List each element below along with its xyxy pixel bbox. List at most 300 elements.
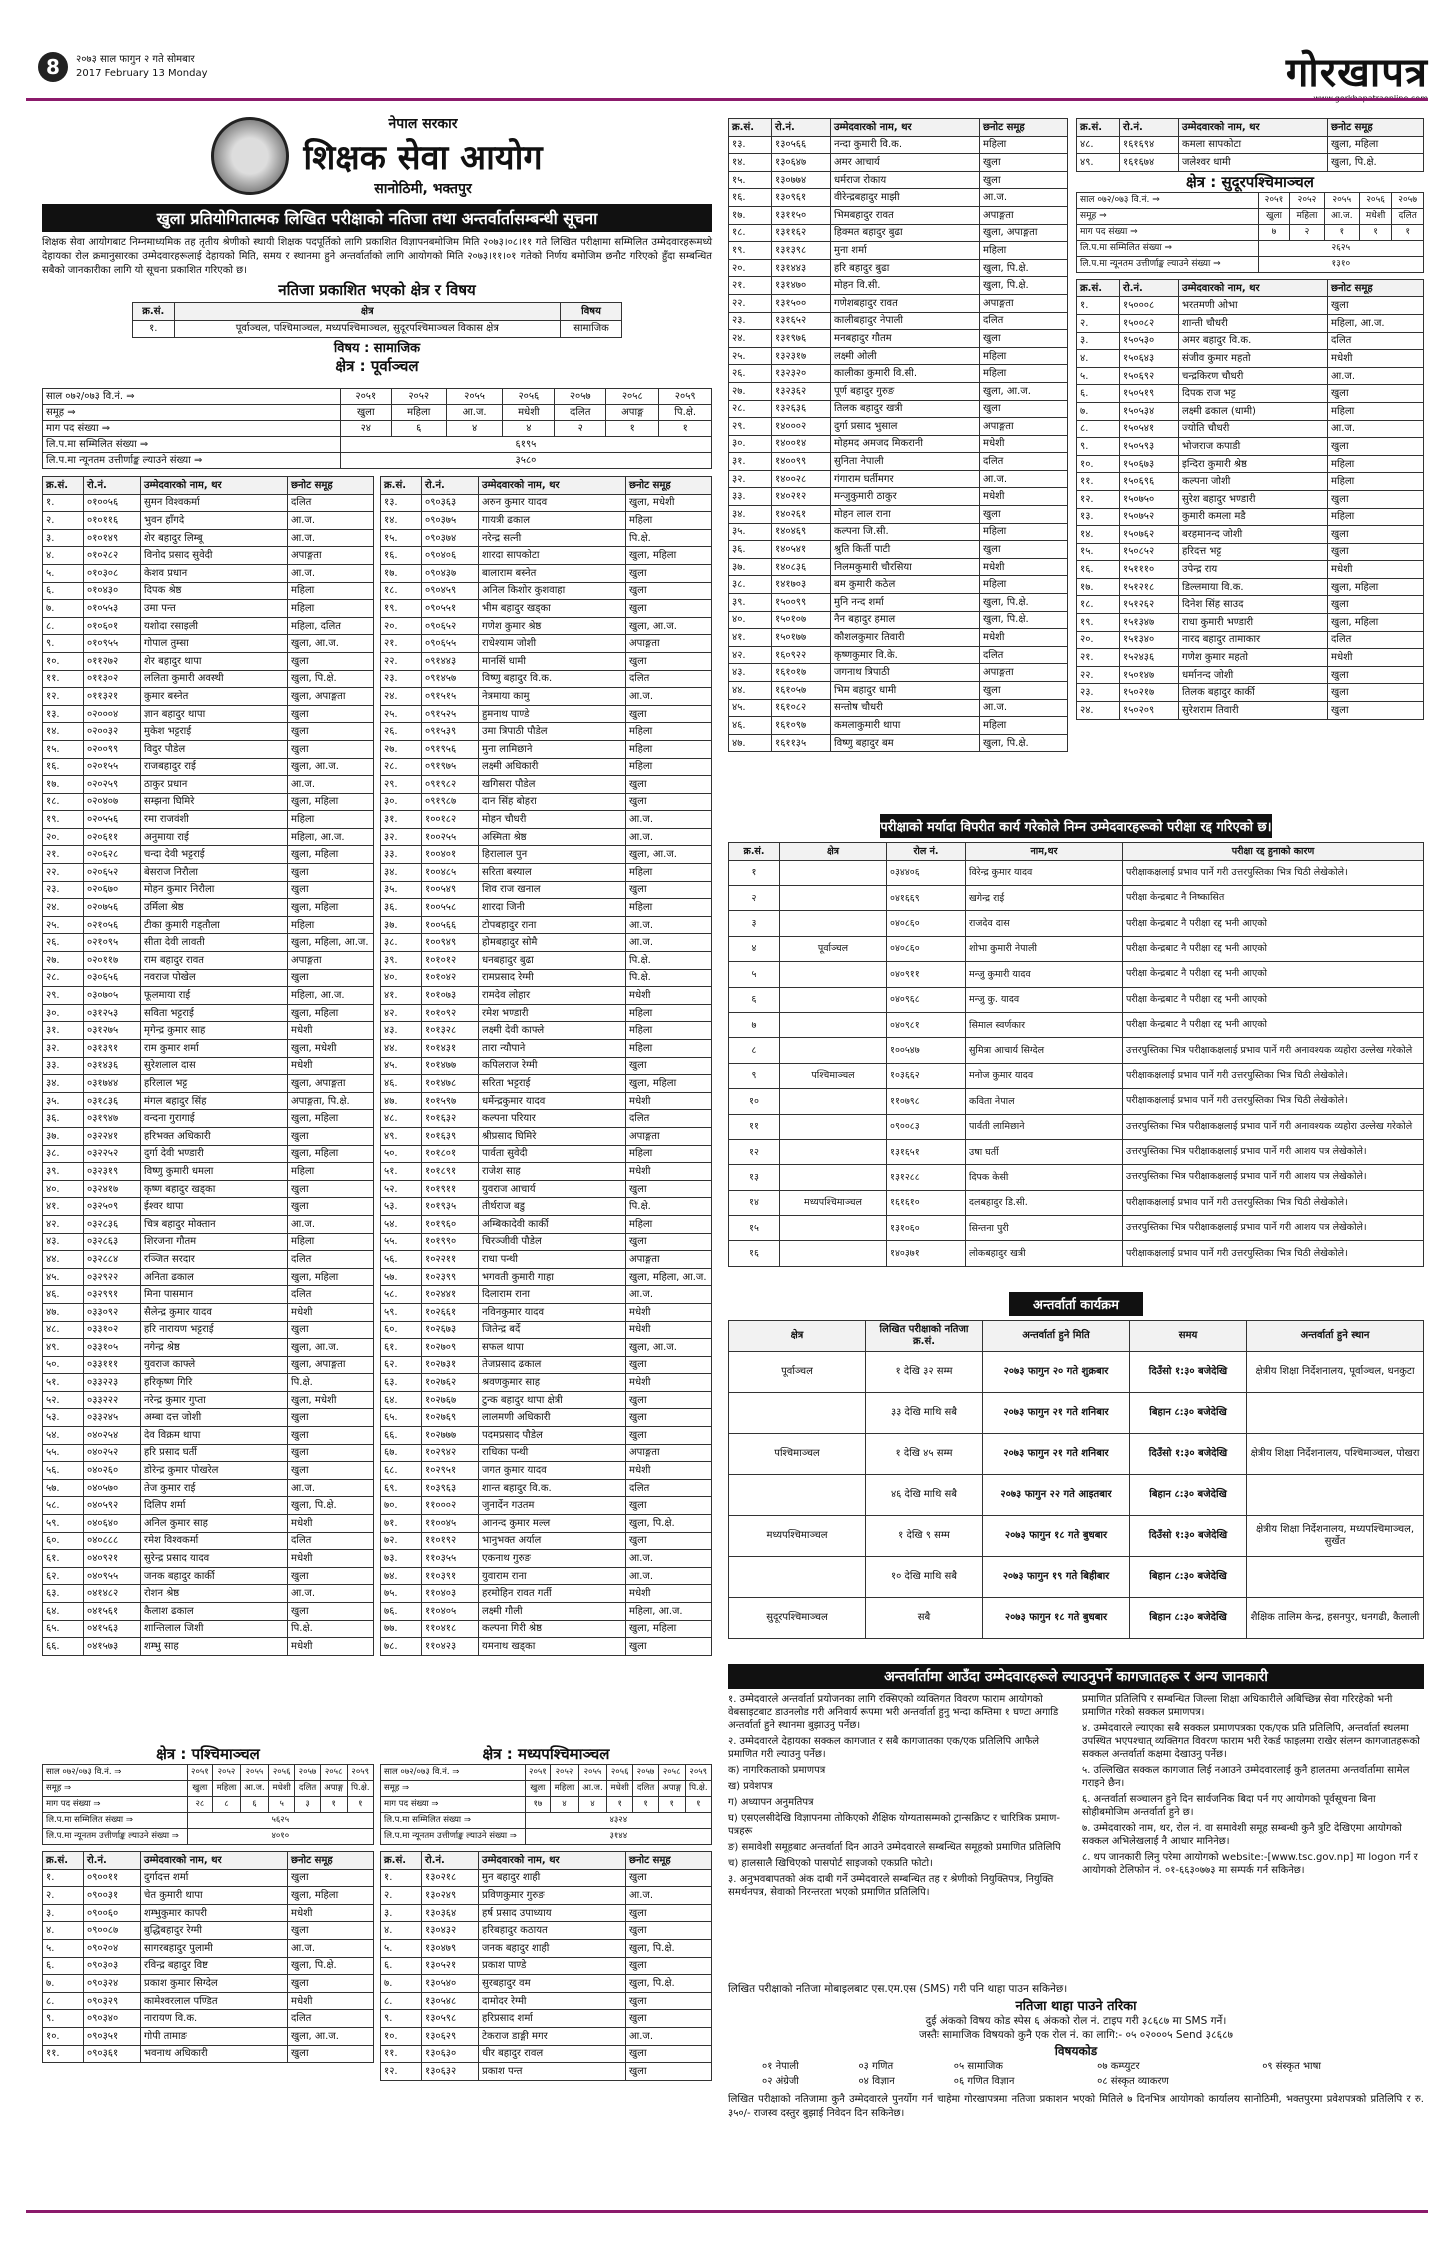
name-cell: नरेन्द्र सत्नी [479, 529, 626, 547]
roll-cell: ०४०८६० [887, 936, 966, 961]
serial-cell: ४५. [729, 699, 772, 717]
name-cell: सैलेन्द्र कुमार यादव [141, 1303, 288, 1321]
serial-cell: २९. [381, 776, 422, 794]
doc-item: घ) एसएलसीदेखि विज्ञापनमा तोकिएको शैक्षिक योग्यतासम्मको ट्रान्सक्रिप्ट र चारित्रिक प्रमाण-पत्रहरू [728, 1813, 1060, 1837]
roll-cell: ११०४०५ [422, 1603, 479, 1621]
roll-cell: १६१६७४ [1120, 154, 1179, 172]
name-cell: दिलिप शर्मा [141, 1497, 288, 1515]
group-cell: महिला [626, 1022, 712, 1040]
roll-cell: १५१२१८ [1120, 578, 1179, 596]
roll-cell: १०२९५१ [422, 1462, 479, 1480]
name-cell: रामदेव लोहार [479, 987, 626, 1005]
area-cell: सुदूरपश्चिमाञ्चल [729, 1598, 866, 1639]
serial-cell: ११. [43, 670, 84, 688]
roll-cell: १६०९२२ [772, 646, 831, 664]
table-row [43, 1638, 374, 1656]
table-row [381, 1092, 712, 1110]
stats-value: खुला [525, 1781, 551, 1797]
group-cell: मधेशी [1328, 350, 1424, 368]
table-row [1077, 473, 1424, 491]
serial-cell: १२. [1077, 490, 1120, 508]
name-cell: तिलक बहादुर खत्री [831, 400, 980, 418]
name-cell: मनोज कुमार यादव [966, 1063, 1123, 1088]
name-cell: हर्ष प्रसाद उपाध्याय [479, 1904, 626, 1922]
table-row [1077, 702, 1424, 720]
roll-cell: १५०२१७ [1120, 684, 1179, 702]
roll-cell: ०९०३६१ [84, 2045, 141, 2063]
name-cell: भिमबहादुर रावत [831, 206, 980, 224]
stats-value: पि.क्षे. [347, 1781, 373, 1797]
name-cell: रमेश विश्वकर्मा [141, 1532, 288, 1550]
serial-cell: १६. [43, 758, 84, 776]
serial-cell: ७१. [381, 1515, 422, 1533]
roll-cell: ०३३२२३ [84, 1374, 141, 1392]
roll-cell: १००५४९ [422, 881, 479, 899]
serial-cell: १२. [43, 688, 84, 706]
table-row [729, 1241, 1424, 1266]
group-cell: आ.ज. [288, 776, 374, 794]
name-cell: एकनाथ गुरुङ [479, 1550, 626, 1568]
sudur-title: क्षेत्र : सुदूरपश्चिमाञ्चल [1186, 172, 1314, 191]
stats-value: २०५६ [607, 1765, 633, 1781]
table-row [381, 1145, 712, 1163]
table-row [381, 2063, 712, 2081]
serial-cell: ४०. [729, 611, 772, 629]
serial-cell: ५५. [381, 1233, 422, 1251]
serial-cell: ४४. [43, 1251, 84, 1269]
name-cell: बरहमानन्द जोशी [1179, 526, 1328, 544]
name-cell: कालीबहादुर नेपाली [831, 312, 980, 330]
stats-value: मधेशी [607, 1781, 633, 1797]
name-cell: ईश्वर थापा [141, 1198, 288, 1216]
serial-cell: ३८. [43, 1145, 84, 1163]
roll-cell: ०२०२५९ [84, 776, 141, 794]
table-row [729, 558, 1068, 576]
table-row [43, 1462, 374, 1480]
bottom-rule [26, 2210, 1428, 2213]
table-row [729, 382, 1068, 400]
roll-cell: ०४०२५२ [84, 1444, 141, 1462]
name-cell: सुरेश बहादुर भण्डारी [1179, 490, 1328, 508]
stats-value: ६ [391, 421, 446, 437]
table-row [381, 1004, 712, 1022]
group-cell: खुला [288, 652, 374, 670]
table-row [1077, 367, 1424, 385]
serial-cell: ३०. [729, 435, 772, 453]
stats-value: अपाङ्ग [658, 1781, 685, 1797]
stats-value: २०५९ [659, 389, 712, 405]
date-english: 2017 February 13 Monday [76, 68, 208, 79]
serial-cell: ४ [729, 936, 780, 961]
roll-cell: ०३१७४४ [84, 1075, 141, 1093]
serial-cell: ४६. [729, 717, 772, 735]
name-cell: सुरेन्द्र प्रसाद यादव [141, 1550, 288, 1568]
sudur-block [1076, 118, 1424, 720]
group-cell: खुला [288, 1180, 374, 1198]
group-cell: खुला [626, 2063, 712, 2081]
table-row [1077, 578, 1424, 596]
group-cell: दलित [288, 494, 374, 512]
roll-cell: १६१६१० [887, 1190, 966, 1215]
group-cell: खुला, पि.क्षे. [1328, 154, 1424, 172]
group-cell: खुला [1328, 666, 1424, 684]
stats-value: महिला [391, 405, 446, 421]
table-row [1077, 596, 1424, 614]
serial-cell: ८. [43, 1992, 84, 2010]
group-cell: खुला [980, 682, 1068, 700]
serial-cell: ३ [729, 911, 780, 936]
table-row [43, 1427, 374, 1445]
table-row [43, 1975, 374, 1993]
group-cell: मधेशी [288, 1057, 374, 1075]
table-row [43, 846, 374, 864]
stats-value: २६२५ [1258, 240, 1423, 256]
table-row [381, 969, 712, 987]
serial-cell: ४३. [729, 664, 772, 682]
stats-value: दलित [295, 1781, 321, 1797]
stats-minpass-row [1077, 256, 1424, 272]
stats-groups-row [43, 405, 712, 421]
range-cell: १० देखि माथि सबै [866, 1557, 983, 1598]
table-row [381, 1321, 712, 1339]
table-row [729, 1012, 1424, 1037]
serial-cell: ६. [1077, 385, 1120, 403]
table-row [43, 529, 374, 547]
table-row [381, 1975, 712, 1993]
serial-cell: ७५. [381, 1585, 422, 1603]
stats-value: १ [320, 1797, 347, 1813]
serial-cell: १८. [729, 224, 772, 242]
name-cell: लक्ष्मी ओली [831, 347, 980, 365]
roll-cell: १६११३५ [772, 734, 831, 752]
roll-cell: १३११६२ [772, 224, 831, 242]
group-cell: खुला, महिला [1328, 614, 1424, 632]
column-header: क्र.सं. [729, 119, 772, 137]
table-row [729, 365, 1068, 383]
serial-cell: १७. [43, 776, 84, 794]
table-row [381, 916, 712, 934]
group-cell: दलित [626, 1110, 712, 1128]
table-row [381, 899, 712, 917]
group-cell: खुला, आ.ज. [626, 1339, 712, 1357]
area-cell [780, 1038, 887, 1063]
stats-value: ३५८० [340, 453, 711, 469]
roll-cell: ०४१४८२ [84, 1585, 141, 1603]
table-row [43, 1145, 374, 1163]
roll-cell: १५०६७३ [1120, 455, 1179, 473]
serial-cell: १३. [729, 136, 772, 154]
group-cell: खुला [626, 1233, 712, 1251]
roll-cell: ०४०८६० [887, 911, 966, 936]
group-cell: खुला, मधेशी [288, 1040, 374, 1058]
roll-cell: ०४०९११ [887, 962, 966, 987]
stats-value: महिला [551, 1781, 579, 1797]
table-row [381, 529, 712, 547]
roll-cell: १०१४३१ [422, 1040, 479, 1058]
group-cell: खुला [626, 1638, 712, 1656]
serial-cell: ४. [43, 547, 84, 565]
serial-cell: ५. [381, 1939, 422, 1957]
group-cell: खुला [288, 1603, 374, 1621]
table-row [43, 934, 374, 952]
serial-cell: ३३. [43, 1057, 84, 1075]
table-row [729, 699, 1068, 717]
stats-value: दलित [1392, 208, 1424, 224]
name-cell: जनक बहादुर कार्की [141, 1567, 288, 1585]
roll-cell: ०९१५२५ [422, 705, 479, 723]
name-cell: विनोद प्रसाद सुवेदी [141, 547, 288, 565]
table-row [729, 1114, 1424, 1139]
area-cell [780, 962, 887, 987]
date-cell: २०७३ फागुन २१ गते शनिबार [983, 1434, 1130, 1475]
roll-cell: १४०८३६ [772, 558, 831, 576]
column-header: रो.नं. [1120, 279, 1179, 297]
roll-cell: १३०५६६ [772, 136, 831, 154]
table-row [729, 1190, 1424, 1215]
roll-cell: १०१०४२ [422, 969, 479, 987]
roll-cell: १५०१०७ [772, 611, 831, 629]
group-cell: खुला [626, 1532, 712, 1550]
roll-cell: १०३९६३ [422, 1479, 479, 1497]
section-title: नतिजा प्रकाशित भएको क्षेत्र र विषय [278, 281, 476, 299]
stats-value: १ [1324, 224, 1359, 240]
subject-code: ०३ गणित [858, 2061, 894, 2072]
name-cell: अनिता ढकाल [141, 1268, 288, 1286]
cancelled-header: क्र.सं. [729, 843, 780, 861]
table-row [43, 652, 374, 670]
table-row [43, 1356, 374, 1374]
roll-cell: १५०७६२ [1120, 526, 1179, 544]
group-cell: दलित [1328, 332, 1424, 350]
roll-cell: १५००८२ [1120, 314, 1179, 332]
name-cell: मिना पासमान [141, 1286, 288, 1304]
docs-block [728, 1664, 1424, 1902]
name-cell: कृष्णकुमार वि.के. [831, 646, 980, 664]
roll-cell: १००२५५ [422, 828, 479, 846]
serial-cell: २८. [729, 400, 772, 418]
table-row [729, 734, 1068, 752]
reason-cell: परीक्षा केन्द्रबाट नै परीक्षा रद्द भनी आएको [1123, 987, 1424, 1012]
name-cell: सन्तोष चौधरी [831, 699, 980, 717]
serial-cell: १२ [729, 1139, 780, 1164]
table-row [43, 1904, 374, 1922]
group-cell: खुला, महिला [1328, 578, 1424, 596]
roll-cell: १५०६९६ [1120, 473, 1179, 491]
group-cell: खुला [288, 1462, 374, 1480]
serial-cell: २६. [729, 365, 772, 383]
reason-cell: उत्तरपुस्तिका भित्र परीक्षाकक्षलाई प्रभाव पार्ने गरी आशय पत्र लेखेकोले। [1123, 1165, 1424, 1190]
serial-cell: ३२. [381, 828, 422, 846]
group-cell: खुला [288, 740, 374, 758]
table-row [729, 418, 1068, 436]
name-cell: केशव प्रधान [141, 564, 288, 582]
table-row [729, 347, 1068, 365]
stats-value: आ.ज. [240, 1781, 268, 1797]
roll-cell: १४००२८ [772, 470, 831, 488]
serial-cell: ३९. [381, 952, 422, 970]
roll-cell: १०१३२८ [422, 1022, 479, 1040]
serial-cell: ७. [1077, 402, 1120, 420]
stats-label: समूह ⇒ [43, 1781, 188, 1797]
group-cell: खुला [626, 2010, 712, 2028]
table-row [43, 1057, 374, 1075]
group-cell: खुला, महिला [288, 846, 374, 864]
group-cell: खुला [288, 1427, 374, 1445]
serial-cell: १० [729, 1089, 780, 1114]
serial-cell: ७७. [381, 1620, 422, 1638]
name-cell: कुमारी कमला मडै [1179, 508, 1328, 526]
table-row [381, 1585, 712, 1603]
stats-value: २०५७ [1392, 192, 1424, 208]
table-row [43, 1127, 374, 1145]
roll-cell: १३०५४० [422, 1975, 479, 1993]
table-row [43, 1339, 374, 1357]
roll-cell: ०२०१५५ [84, 758, 141, 776]
table-row [43, 1268, 374, 1286]
group-cell: आ.ज. [288, 564, 374, 582]
table-row [381, 952, 712, 970]
area-col-sn: क्र.सं. [133, 303, 175, 321]
serial-cell: १९. [729, 242, 772, 260]
group-cell: मधेशी [288, 1638, 374, 1656]
roll-cell: ०४१५७३ [84, 1638, 141, 1656]
stats-value: ४ [578, 1797, 606, 1813]
serial-cell: १६. [381, 547, 422, 565]
group-cell: आ.ज. [626, 811, 712, 829]
serial-cell: ४७. [381, 1092, 422, 1110]
roll-cell: १०१८०१ [422, 1145, 479, 1163]
serial-cell: १७. [381, 564, 422, 582]
table-row [381, 811, 712, 829]
name-cell: शिरजना गौतम [141, 1233, 288, 1251]
name-cell: लक्ष्मी गौली [479, 1603, 626, 1621]
serial-cell: ३५. [729, 523, 772, 541]
serial-cell: ७. [381, 1975, 422, 1993]
group-cell: खुला [288, 881, 374, 899]
column-header: उम्मेदवारको नाम, थर [141, 1852, 288, 1870]
serial-cell: १०. [381, 2027, 422, 2045]
table-row [381, 846, 712, 864]
stats-value: १ [658, 1797, 685, 1813]
roll-cell: १०३६६२ [887, 1063, 966, 1088]
name-cell: कमला सापकोटा [1179, 136, 1328, 154]
roll-cell: ०९१९७५ [422, 758, 479, 776]
name-cell: दामोदर रेग्मी [479, 1992, 626, 2010]
stats-value: महिला [1290, 208, 1324, 224]
serial-cell: ६३. [381, 1374, 422, 1392]
stats-value: ४ [551, 1797, 579, 1813]
name-cell: राधिका पन्थी [479, 1444, 626, 1462]
roll-cell: १६१०८२ [772, 699, 831, 717]
table-row [43, 547, 374, 565]
purwanchal-stats [42, 388, 712, 469]
group-cell: महिला, दलित [288, 617, 374, 635]
group-cell: अपाङ्गता [980, 664, 1068, 682]
roll-cell: ०९००८३ [887, 1114, 966, 1139]
table-row [381, 1444, 712, 1462]
table-row [381, 1022, 712, 1040]
serial-cell: ९. [43, 2010, 84, 2028]
group-cell: मधेशी [626, 1163, 712, 1181]
table-row [381, 1251, 712, 1269]
group-cell: खुला, महिला [288, 1004, 374, 1022]
stats-value: ४०१० [187, 1829, 373, 1845]
roll-cell: १३०७७४ [772, 171, 831, 189]
serial-cell: ४२. [381, 1004, 422, 1022]
table-row [381, 1040, 712, 1058]
name-cell: धर्मराज रोकाय [831, 171, 980, 189]
group-cell: खुला, आ.ज. [626, 846, 712, 864]
roll-cell: ०४०९६८ [887, 987, 966, 1012]
serial-cell: ८. [381, 1992, 422, 2010]
roll-cell: १३०६२९ [422, 2027, 479, 2045]
name-cell: मृगेन्द्र कुमार साह [141, 1022, 288, 1040]
stats-label: लि.प.मा सम्मिलित संख्या ⇒ [381, 1813, 526, 1829]
reason-cell: परीक्षाकक्षलाई प्रभाव पार्ने गरी उत्तरपुस्तिका भित्र चिठी लेखेकोले। [1123, 1241, 1424, 1266]
doc-item: ६. अन्तर्वार्ता सञ्चालन हुने दिन सार्वजनिक बिदा पर्न गए आयोगको पूर्वसूचना बिना सोहीबमोजिम अन्तर्वार्ता हुने छ। [1082, 1794, 1376, 1818]
table-row [43, 1233, 374, 1251]
serial-cell: ५०. [381, 1145, 422, 1163]
serial-cell: ४८. [1077, 136, 1120, 154]
date-cell: २०७३ फागुन १९ गते बिहीबार [983, 1557, 1130, 1598]
roll-cell: ०३१९४७ [84, 1110, 141, 1128]
roll-cell: ०३३१०२ [84, 1321, 141, 1339]
table-row [381, 1922, 712, 1940]
group-cell: खुला [288, 2045, 374, 2063]
roll-cell: ०२१०५६ [84, 916, 141, 934]
group-cell: खुला, पि.क्षे. [980, 277, 1068, 295]
serial-cell: ४. [1077, 350, 1120, 368]
serial-cell: २२. [43, 864, 84, 882]
serial-cell: ६. [381, 1957, 422, 1975]
group-cell: खुला [1328, 543, 1424, 561]
group-cell: महिला [1328, 402, 1424, 420]
name-cell: प्रकाश पन्त [479, 2063, 626, 2081]
roll-cell: ०२०६५२ [84, 864, 141, 882]
roll-cell: १३१३९८ [772, 242, 831, 260]
table-row [43, 1409, 374, 1427]
roll-cell: १०१९११ [422, 1180, 479, 1198]
group-cell: खुला, आ.ज. [288, 635, 374, 653]
name-cell: गायत्री ढकाल [479, 512, 626, 530]
group-cell: आ.ज. [980, 189, 1068, 207]
time-cell: बिहान ८:३० बजेदेखि [1130, 1475, 1247, 1516]
table-row [43, 1391, 374, 1409]
roll-cell: ०४१६६९ [887, 885, 966, 910]
serial-cell: ३३. [729, 488, 772, 506]
stats-value: पि.क्षे. [685, 1781, 711, 1797]
group-cell: आ.ज. [980, 699, 1068, 717]
group-cell: खुला [1328, 297, 1424, 315]
stats-value: २०५६ [1359, 192, 1391, 208]
roll-cell: ०३२२४१ [84, 1127, 141, 1145]
name-cell: विष्णु बहादुर वि.क. [479, 670, 626, 688]
name-cell: कौशलकुमार तिवारी [831, 629, 980, 647]
serial-cell: ३४. [43, 1075, 84, 1093]
name-cell: राधेश्याम जोशी [479, 635, 626, 653]
group-cell: खुला [626, 1904, 712, 1922]
serial-cell: १५. [1077, 543, 1120, 561]
roll-cell: ०९०३७४ [422, 529, 479, 547]
group-cell: पि.क्षे. [626, 529, 712, 547]
roll-cell: ०१०९५५ [84, 635, 141, 653]
name-cell: हरमोहिन रावत गर्ती [479, 1585, 626, 1603]
name-cell: पार्वता सुवेदी [479, 1145, 626, 1163]
table-row [43, 582, 374, 600]
stats-label: समूह ⇒ [1077, 208, 1259, 224]
area-cell [780, 911, 887, 936]
group-cell: खुला, पि.क्षे. [980, 594, 1068, 612]
